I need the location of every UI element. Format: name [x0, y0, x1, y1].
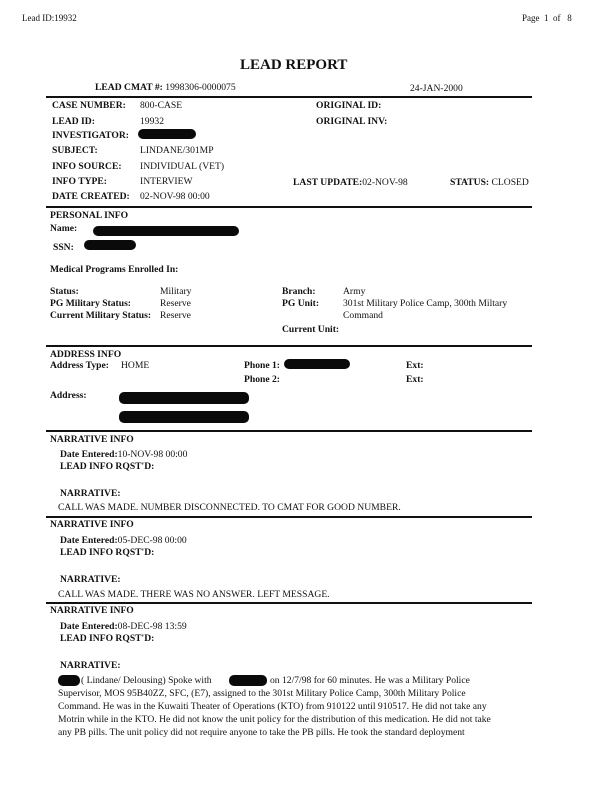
divider: [46, 345, 532, 347]
interviewee-redaction: [229, 675, 267, 686]
original-inv-label: ORIGINAL INV:: [316, 116, 388, 127]
pg-unit-line2: Command: [343, 310, 383, 321]
original-id-label: ORIGINAL ID:: [316, 100, 382, 111]
subject-label: SUBJECT:: [52, 145, 98, 156]
narrative-text-part1: ( Lindane/ Delousing) Spoke with: [81, 675, 212, 686]
narrative-label: NARRATIVE:: [60, 488, 121, 499]
address-type-label: Address Type:: [50, 360, 109, 371]
date-entered-value: 08-DEC-98 13:59: [117, 621, 187, 632]
medical-programs-label: Medical Programs Enrolled In:: [50, 264, 179, 275]
current-status-value: Reserve: [160, 310, 191, 321]
name-redaction: [93, 226, 239, 236]
lead-info-rqstd-label: LEAD INFO RQST'D:: [60, 547, 155, 558]
page-current: 1: [544, 13, 549, 23]
narrative-date: [60, 621, 187, 632]
narrative-line: Motrin while in the KTO. He did not know the unit policy for the distribution of this medication. He did not take: [58, 714, 491, 725]
phone1-redaction: [284, 359, 350, 369]
narrative-date: [60, 535, 187, 546]
narrative-heading: NARRATIVE INFO: [50, 605, 134, 616]
divider: [46, 206, 532, 208]
investigator-redaction: [138, 129, 196, 139]
status: [450, 177, 529, 188]
personal-info-heading: PERSONAL INFO: [50, 210, 129, 221]
page-label: Page: [522, 13, 540, 23]
pg-unit-label: PG Unit:: [282, 298, 320, 309]
date-entered-label: Date Entered:: [60, 449, 118, 460]
report-title: LEAD REPORT: [240, 57, 348, 73]
lead-id-label: LEAD ID:: [52, 116, 95, 127]
narrative-line: Command. He was in the Kuwaiti Theater of Operations (KTO) from 910122 until 910517. He did not take any: [58, 701, 487, 712]
current-status-label: Current Military Status:: [50, 310, 152, 321]
status-value: CLOSED: [491, 177, 529, 188]
address-type: HOME: [121, 360, 150, 371]
status-value-personal: Military: [160, 286, 192, 297]
phone2-label: Phone 2:: [244, 374, 280, 385]
address-label: Address:: [50, 390, 87, 401]
investigator-label: INVESTIGATOR:: [52, 130, 129, 141]
address-info-heading: ADDRESS INFO: [50, 349, 122, 360]
page-total: 8: [567, 13, 572, 23]
cmat-row: [95, 82, 236, 93]
info-source: INDIVIDUAL (VET): [140, 161, 225, 172]
narrative-heading: NARRATIVE INFO: [50, 519, 134, 530]
narrative-line: Supervisor, MOS 95B40ZZ, SFC, (E7), assigned to the 301st Military Police Camp, 300th Military Police: [58, 688, 466, 699]
case-number-label: CASE NUMBER:: [52, 100, 126, 111]
divider: [46, 602, 532, 604]
narrative-text: CALL WAS MADE. THERE WAS NO ANSWER. LEFT MESSAGE.: [58, 589, 330, 600]
pg-status-label: PG Military Status:: [50, 298, 132, 309]
address-line1-redaction: [119, 392, 249, 404]
last-update-value: 02-NOV-98: [362, 177, 408, 188]
lead-id: 19932: [140, 116, 164, 127]
divider: [46, 516, 532, 518]
name-label: Name:: [50, 223, 78, 234]
date-created: 02-NOV-98 00:00: [140, 191, 210, 202]
report-date: 24-JAN-2000: [410, 83, 463, 94]
page-of: of: [553, 13, 561, 23]
ext1-label: Ext:: [406, 360, 424, 371]
branch-label: Branch:: [282, 286, 316, 297]
ssn-redaction: [84, 240, 136, 250]
narrative-date: [60, 449, 187, 460]
vet-name-redaction: [58, 675, 80, 686]
narrative-line: any PB pills. The unit policy did not require anyone to take the PB pills. He took the standard deployment: [58, 727, 465, 738]
date-entered-label: Date Entered:: [60, 621, 118, 632]
info-source-label: INFO SOURCE:: [52, 161, 122, 172]
info-type-label: INFO TYPE:: [52, 176, 107, 187]
page-number: [522, 13, 572, 23]
date-entered-value: 05-DEC-98 00:00: [117, 535, 187, 546]
status-label: STATUS:: [450, 177, 490, 188]
subject: LINDANE/301MP: [140, 145, 214, 156]
case-number: 800-CASE: [140, 100, 183, 111]
cmat-label: LEAD CMAT #:: [95, 82, 163, 93]
date-entered-value: 10-NOV-98 00:00: [117, 449, 188, 460]
lead-info-rqstd-label: LEAD INFO RQST'D:: [60, 633, 155, 644]
phone1-label: Phone 1:: [244, 360, 280, 371]
pg-status-value: Reserve: [160, 298, 191, 309]
divider: [46, 430, 532, 432]
ext2-label: Ext:: [406, 374, 424, 385]
narrative-text: CALL WAS MADE. NUMBER DISCONNECTED. TO CMAT FOR GOOD NUMBER.: [58, 502, 401, 513]
narrative-label: NARRATIVE:: [60, 660, 121, 671]
date-entered-label: Date Entered:: [60, 535, 118, 546]
branch-value: Army: [343, 286, 366, 297]
narrative-heading: NARRATIVE INFO: [50, 434, 134, 445]
cmat-value: 1998306-0000075: [165, 82, 236, 93]
date-created-label: DATE CREATED:: [52, 191, 130, 202]
last-update: [293, 177, 408, 188]
last-update-label: LAST UPDATE:: [293, 177, 363, 188]
page-lead-id: Lead ID:19932: [22, 13, 77, 23]
pg-unit-line1: 301st Military Police Camp, 300th Miltary: [343, 298, 508, 309]
lead-info-rqstd-label: LEAD INFO RQST'D:: [60, 461, 155, 472]
divider: [46, 96, 532, 98]
narrative-label: NARRATIVE:: [60, 574, 121, 585]
current-unit-label: Current Unit:: [282, 324, 340, 335]
status-label-personal: Status:: [50, 286, 79, 297]
address-line2-redaction: [119, 411, 249, 423]
ssn-label: SSN:: [53, 242, 74, 253]
info-type: INTERVIEW: [140, 176, 193, 187]
narrative-text-part2: on 12/7/98 for 60 minutes. He was a Military Police: [270, 675, 470, 686]
